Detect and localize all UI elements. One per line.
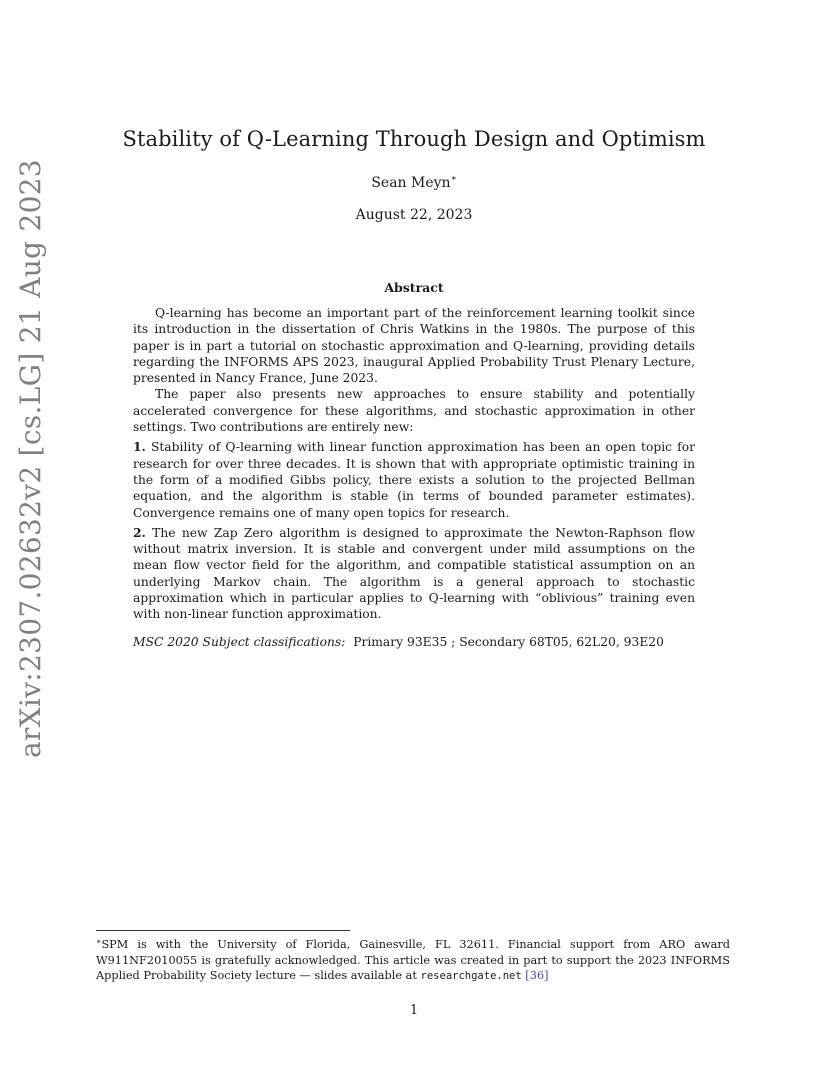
contribution-item-1 xyxy=(133,439,695,520)
contribution-number-2: 2. xyxy=(133,524,146,540)
msc-classification xyxy=(133,634,695,650)
footnote-mark: ∗ xyxy=(96,937,102,946)
footnote-divider xyxy=(96,930,350,931)
author-line xyxy=(0,174,828,191)
msc-codes: Primary 93E35 ; Secondary 68T05, 62L20, 93E20 xyxy=(353,634,664,649)
contribution-number-1: 1. xyxy=(133,439,146,455)
contribution-text-2: The new Zap Zero algorithm is designed to approximate the Newton-Raphson flow without matrix inversion. It is stable and convergent under mild assumptions on the mean flow vector field for the algorithm, and compatible statistical assumption on an underlying Markov chain. The algorithm is a general approach to stochastic approximation which in particular applies to Q-learning with “oblivious” training even with non-linear function approximation. xyxy=(133,525,695,622)
abstract-paragraph-2: The paper also presents new approaches to ensure stability and potentially accelerated convergence for these algorithms, and stochastic approximation in other settings. Two contributions are entirely new: xyxy=(133,387,695,435)
footnote-text: SPM is with the University of Florida, Gainesville, FL 32611. Financial support from ARO award W911NF2010055 is gratefully acknowledged. This article was created in part to support the 2023 INFORMS Applied Probability Society lecture — slides available at xyxy=(96,938,730,983)
page-number: 1 xyxy=(409,1003,419,1018)
footnote xyxy=(96,934,730,985)
contribution-text-1: Stability of Q-learning with linear function approximation has been an open topic for research for over three decades. It is shown that with appropriate optimistic training in the form of a modified Gibbs policy, there exists a solution to the projected Bellman equation, and the algorithm is stable (in terms of bounded parameter estimates). Convergence remains one of many open topics for research. xyxy=(133,440,695,520)
author-name: Sean Meyn xyxy=(371,175,451,191)
abstract-paragraph-1: Q-learning has become an important part of the reinforcement learning toolkit since its introduction in the dissertation of Chris Watkins in the 1980s. The purpose of this paper is in part a tutorial on stochastic approximation and Q-learning, providing details regarding the INFORMS APS 2023, inaugural Applied Probability Trust Plenary Lecture, presented in Nancy France, June 2023. xyxy=(133,306,695,386)
paper-title: Stability of Q-Learning Through Design and Optimism xyxy=(122,127,706,151)
arxiv-watermark: arXiv:2307.02632v2 [cs.LG] 21 Aug 2023 xyxy=(14,159,47,758)
citation-link[interactable]: [36] xyxy=(525,969,549,983)
author-footnote-mark: ∗ xyxy=(450,174,457,184)
msc-label: MSC 2020 Subject classifications: xyxy=(133,634,346,649)
paper-date: August 22, 2023 xyxy=(355,207,473,223)
abstract-body xyxy=(133,305,695,650)
contribution-item-2 xyxy=(133,525,695,623)
researchgate-link[interactable]: researchgate.net xyxy=(420,970,522,983)
abstract-heading: Abstract xyxy=(384,280,444,295)
